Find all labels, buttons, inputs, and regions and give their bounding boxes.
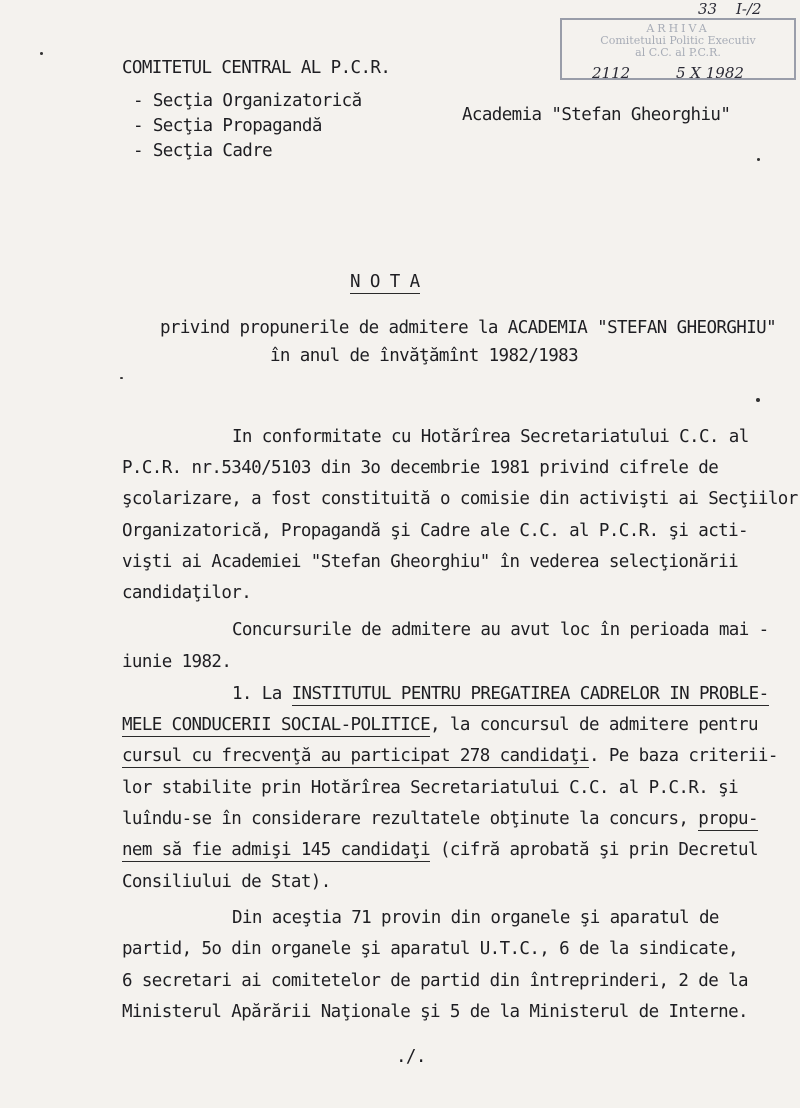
committee-heading: COMITETUL CENTRAL AL P.C.R. bbox=[122, 58, 391, 78]
paragraph-3-line-4: lor stabilite prin Hotărîrea Secretariatului C.C. al P.C.R. şi bbox=[122, 778, 739, 798]
stamp-line-2: Comitetului Politic Executiv bbox=[600, 34, 756, 47]
continuation-mark: ./. bbox=[396, 1047, 426, 1067]
section-propaganda: - Secţia Propagandă bbox=[133, 116, 322, 136]
paragraph-3-line-1: 1. La INSTITUTUL PENTRU PREGATIREA CADRELOR IN PROBLE- bbox=[232, 684, 769, 704]
stamp-registration-number: 2112 bbox=[592, 64, 631, 82]
paragraph-1-line-3: şcolarizare, a fost constituită o comisie din activişti ai Secţiilor bbox=[122, 489, 798, 509]
stamp-line-3: al C.C. al P.C.R. bbox=[635, 46, 721, 59]
subtitle-line-2: în anul de învăţămînt 1982/1983 bbox=[270, 346, 579, 366]
paragraph-3-line-2: MELE CONDUCERII SOCIAL-POLITICE, la concursul de admitere pentru bbox=[122, 715, 758, 735]
paragraph-3-line-7: Consiliului de Stat). bbox=[122, 872, 331, 892]
paragraph-1-line-1: In conformitate cu Hotărîrea Secretariatului C.C. al bbox=[232, 427, 749, 447]
paragraph-4-line-1: Din aceştia 71 provin din organele şi aparatul de bbox=[232, 908, 719, 928]
section-organizatorica: - Secţia Organizatorică bbox=[133, 91, 362, 111]
subtitle-line-1: privind propunerile de admitere la ACADEMIA "STEFAN GHEORGHIU" bbox=[160, 318, 777, 338]
proposal-underlined: propu- bbox=[698, 809, 758, 829]
nota-title: N O T A bbox=[350, 272, 420, 292]
paragraph-1-line-4: Organizatorică, Propagandă şi Cadre ale C.C. al P.C.R. şi acti- bbox=[122, 521, 748, 541]
paragraph-1-line-5: vişti ai Academiei "Stefan Gheorghiu" în vederea selecţionării bbox=[122, 552, 739, 572]
paragraph-4-line-3: 6 secretari ai comitetelor de partid din întreprinderi, 2 de la bbox=[122, 971, 748, 991]
paragraph-4-line-4: Ministerul Apărării Naţionale şi 5 de la Ministerul de Interne. bbox=[122, 1002, 748, 1022]
paragraph-4-line-2: partid, 5o din organele şi aparatul U.T.C., 6 de la sindicate, bbox=[122, 939, 739, 959]
paragraph-1-line-2: P.C.R. nr.5340/5103 din 3o decembrie 1981 privind cifrele de bbox=[122, 458, 719, 478]
participants-underlined: cursul cu frecvenţă au participat 278 candidaţi bbox=[122, 746, 589, 766]
paragraph-2-line-1: Concursurile de admitere au avut loc în perioada mai - bbox=[232, 620, 769, 640]
section-cadre: - Secţia Cadre bbox=[133, 141, 273, 161]
stamp-title: ARHIVA bbox=[646, 22, 710, 35]
archive-page-number: 33 bbox=[698, 0, 718, 18]
archive-file-note: I-/2 bbox=[736, 0, 762, 18]
academy-heading: Academia "Stefan Gheorghiu" bbox=[462, 105, 731, 125]
admitted-count-underlined: nem să fie admişi 145 candidaţi bbox=[122, 840, 431, 860]
paragraph-3-line-3: cursul cu frecvenţă au participat 278 candidaţi. Pe baza criterii- bbox=[122, 746, 778, 766]
institute-name-underlined: INSTITUTUL PENTRU PREGATIREA CADRELOR IN PROBLE- bbox=[291, 684, 769, 704]
paragraph-3-line-5: luîndu-se în considerare rezultatele obţinute la concurs, propu- bbox=[122, 809, 758, 829]
paragraph-3-line-6: nem să fie admişi 145 candidaţi (cifră aprobată şi prin Decretul bbox=[122, 840, 758, 860]
stamp-date: 5 X 1982 bbox=[676, 64, 744, 82]
institute-name-underlined-cont: MELE CONDUCERII SOCIAL-POLITICE bbox=[122, 715, 431, 735]
paragraph-1-line-6: candidaţilor. bbox=[122, 583, 252, 603]
paragraph-2-line-2: iunie 1982. bbox=[122, 652, 232, 672]
